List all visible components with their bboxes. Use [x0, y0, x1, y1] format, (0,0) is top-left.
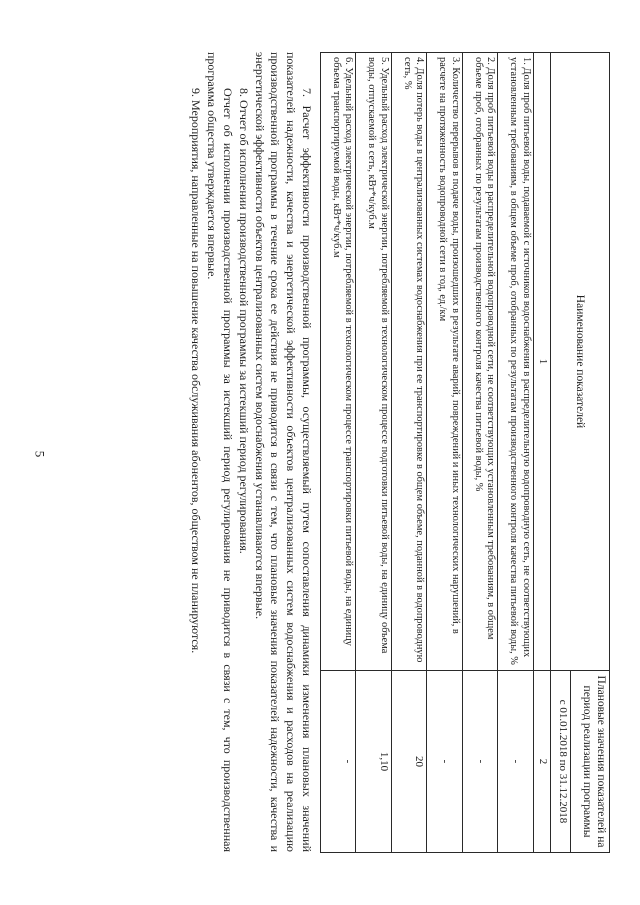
- document-content: [110, 32, 610, 872]
- paragraph-8: 8. Отчет об исполнении производственной программы за истекший период регулирования.: [236, 88, 251, 554]
- paragraph-8-body: Отчет об исполнении производственной программы за истекший период регулирования не приводится в связи с тем, что производственная программа общества утверждается впервые.: [205, 52, 236, 852]
- indicator-name: 4. Доля потерь воды в централизованных системах водоснабжения при ее транспортировке в общем объеме, поданной в водопроводную сеть, %: [391, 53, 426, 671]
- indicator-value: -: [427, 671, 462, 853]
- header-planned-values: Плановые значения показателей на период реализации программы: [571, 671, 610, 853]
- indicator-value: 20: [391, 671, 426, 853]
- paragraph-7: 7. Расчет эффективности производственной программы, осуществляемый путем сопоставления динамики изменения плановых значений показателей надежности, качества и энергетической эффективности объектов централизованных систем водоснабжения и расходов на реализацию производственной программы в течение срока ее действия не приводится в связи с тем, что плановые значения показателей надежности, качества и энергетической эффективности объектов централизованных систем водоснабжения устанавливаются впервые.: [252, 52, 314, 852]
- paragraph-9: 9. Мероприятия, направленные на повышение качества обслуживания абонентов, обществом не планируются.: [189, 88, 204, 654]
- paragraphs: [188, 52, 314, 852]
- indicator-name: 6. Удельный расход электрической энергии, потребляемой в технологическом процессе транспортировки питьевой воды, на единицу объема транспортируемой воды, кВт*ч/куб.м: [321, 53, 356, 671]
- table-row: [427, 53, 462, 853]
- indicator-value: -: [462, 671, 497, 853]
- table-row: [321, 53, 356, 853]
- indicators-table: [320, 52, 610, 853]
- table-row: [462, 53, 497, 853]
- table-row: [498, 53, 533, 853]
- indicator-name: 5. Удельный расход электрической энергии, потребляемой в технологическом процессе подготовки питьевой воды, на единицу объема воды, отпускаемой в сеть, кВт*ч/куб.м: [356, 53, 391, 671]
- page-number: 5: [32, 450, 48, 458]
- column-number-1: 1: [533, 53, 550, 671]
- column-number-2: 2: [533, 671, 550, 853]
- table-row: [391, 53, 426, 853]
- indicator-value: -: [321, 671, 356, 853]
- indicator-value: -: [498, 671, 533, 853]
- indicator-name: 2. Доля проб питьевой воды в распределительной водопроводной сети, не соответствующих установленным требованиям, в общем объеме проб, отобранных по результатам производственного контроля качества питьевой воды, %: [462, 53, 497, 671]
- indicator-name: 1. Доля проб питьевой воды, подаваемой с источников водоснабжения в распределительную водопроводную сеть, не соответствующих установленным требованиям, в общем объеме проб, отобранных по результатам производственного контроля качества питьевой воды, %: [498, 53, 533, 671]
- indicator-name: 3. Количество перерывов в подаче воды, произошедших в результате аварий, повреждений и иных технологических нарушений, в расчете на протяженность водопроводной сети в год, ед./км: [427, 53, 462, 671]
- indicator-value: 1,10: [356, 671, 391, 853]
- header-period: с 01.01.2018 по 31.12.2018: [550, 671, 570, 853]
- header-indicator-name: Наименование показателей: [550, 53, 609, 671]
- table-row: [356, 53, 391, 853]
